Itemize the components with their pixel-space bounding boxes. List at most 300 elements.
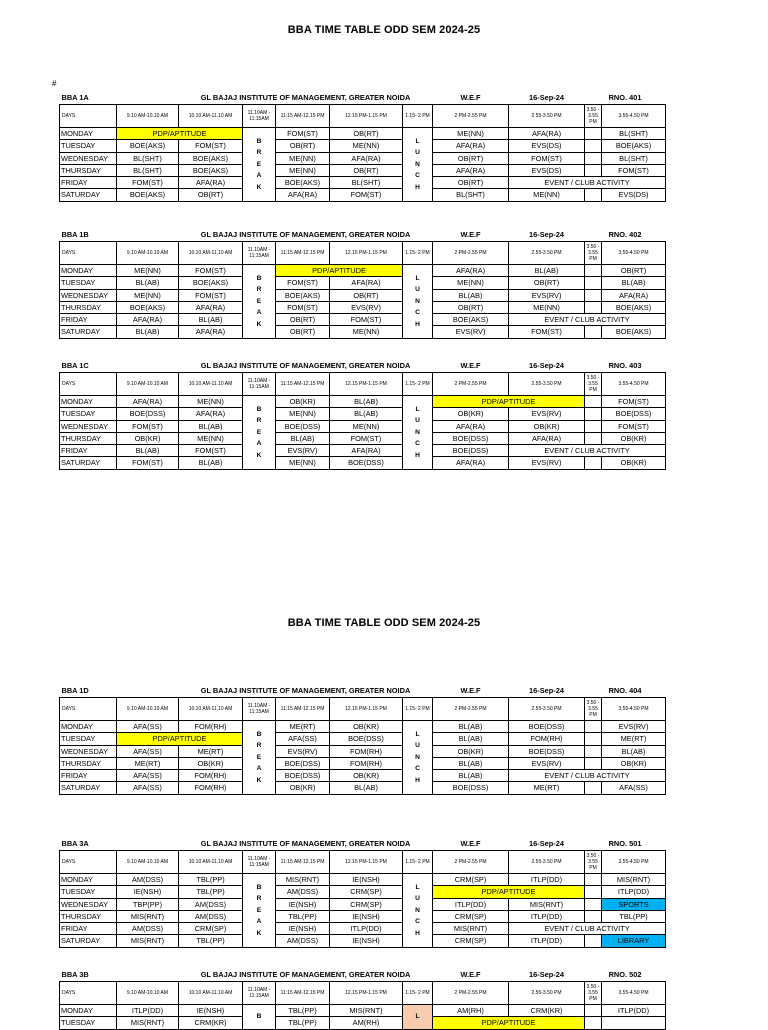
break-column: B R E A K [243,874,276,948]
day-friday: FRIDAY [60,314,117,326]
day-saturday: SATURDAY [60,326,117,338]
slot-cell: IE(NSH) [330,935,403,947]
slot-cell: ME(NN) [509,189,585,201]
period-1-header: 9.10 AM-10.10 AM [117,851,179,874]
slot-cell: OB(KR) [433,408,509,420]
slot-cell: AFA(RA) [179,326,243,338]
day-monday: MONDAY [60,1005,117,1017]
slot-cell: TBL(PP) [276,1017,330,1029]
day-friday: FRIDAY [60,177,117,189]
room-number: RNO. 502 [608,970,642,980]
period-6-header: 2.55-3.50 PM [509,982,585,1005]
slot-cell: MIS(RNT) [330,1005,403,1017]
section-name: BBA 1D [61,686,89,696]
slot-cell: AFA(RA) [330,445,403,457]
slot-cell: AM(DSS) [179,898,243,910]
slot-cell: EVS(DS) [602,189,666,201]
slot-cell: AFA(RA) [433,420,509,432]
slot-cell: ME(NN) [330,140,403,152]
day-monday: MONDAY [60,265,117,277]
slot-cell: FOM(ST) [117,177,179,189]
period-6-header: 2.55-3.50 PM [509,105,585,128]
day-saturday: SATURDAY [60,935,117,947]
period-6-header: 2.55-3.50 PM [509,373,585,396]
slot-cell: BOE(AKS) [179,152,243,164]
slot-cell: BOE(DSS) [602,408,666,420]
days-header: DAYS [60,105,117,128]
slot-cell: OB(KR) [330,770,403,782]
event-club-activity-cell: EVENT / CLUB ACTIVITY [509,770,666,782]
slot-cell: OB(RT) [179,189,243,201]
wef-date: 16-Sep-24 [529,839,564,849]
slot-cell: FOM(RH) [179,782,243,794]
period-8-header: 3.55-4.50 PM [602,851,666,874]
slot-cell: OB(KR) [602,457,666,469]
institute-name: GL BAJAJ INSTITUTE OF MANAGEMENT, GREATER NOIDA [200,839,411,849]
period-6-header: 2.55-3.50 PM [509,851,585,874]
slot-cell: TBL(PP) [179,874,243,886]
day-thursday: THURSDAY [60,757,117,769]
slot-cell: IE(NSH) [179,1005,243,1017]
slot-cell: OB(KR) [433,745,509,757]
slot-cell: BOE(AKS) [117,189,179,201]
slot-cell: BOE(AKS) [602,140,666,152]
slot-cell: FOM(ST) [117,457,179,469]
period-2-header: 10.10 AM-11.10 AM [179,242,243,265]
break-column: B R E A K [243,265,276,339]
slot-cell: CRM(SP) [433,874,509,886]
lunch-header: 1.15- 2 PM [403,698,433,721]
slot-cell: ITLP(DD) [602,886,666,898]
section-name: BBA 1B [61,230,89,240]
room-number: RNO. 401 [608,93,642,103]
institute-name: GL BAJAJ INSTITUTE OF MANAGEMENT, GREATER NOIDA [200,686,411,696]
period-1-header: 9.10 AM-10.10 AM [117,373,179,396]
slot-cell: BL(AB) [330,408,403,420]
wef-date: 16-Sep-24 [529,93,564,103]
period-3-header: 11:15 AM-12.15 PM [276,373,330,396]
lunch-column: L [403,1005,433,1030]
slot-cell: BL(AB) [117,277,179,289]
slot-cell: BOE(DSS) [433,432,509,444]
day-tuesday: TUESDAY [60,140,117,152]
slot-cell: AFA(RA) [179,301,243,313]
slot-cell: AFA(RA) [433,140,509,152]
wef-date: 16-Sep-24 [529,686,564,696]
slot-cell: BOE(AKS) [179,277,243,289]
day-wednesday: WEDNESDAY [60,420,117,432]
slot-cell: BL(AB) [433,721,509,733]
slot-cell: OB(KR) [330,721,403,733]
slot-cell: BOE(DSS) [330,457,403,469]
slot-cell: ITLP(DD) [509,910,585,922]
day-saturday: SATURDAY [60,189,117,201]
slot-cell: CRM(SP) [330,898,403,910]
section-name: BBA 3A [61,839,89,849]
wef-label: W.E.F [433,92,509,105]
day-monday: MONDAY [60,128,117,140]
slot-cell: IE(NSH) [276,923,330,935]
period-2-header: 10.10 AM-11.10 AM [179,851,243,874]
slot-cell: BL(SHT) [433,189,509,201]
section-name: BBA 1C [61,361,89,371]
period-4-header: 12.15 PM-1.15 PM [330,851,403,874]
slot-cell: AFA(RA) [433,457,509,469]
slot-cell: ME(NN) [433,128,509,140]
slot-cell: FOM(ST) [117,420,179,432]
period-4-header: 12.15 PM-1.15 PM [330,698,403,721]
section-name: BBA 3B [61,970,89,980]
timetable-bba-1b [59,229,666,339]
slot-cell: FOM(ST) [330,189,403,201]
slot-cell: AFA(RA) [509,432,585,444]
day-friday: FRIDAY [60,445,117,457]
lunch-header: 1.15- 2 PM [403,242,433,265]
slot-cell: BL(AB) [433,770,509,782]
slot-cell: TBL(PP) [276,1005,330,1017]
period-8-header: 3.55-4.50 PM [602,698,666,721]
slot-cell: BOE(AKS) [602,301,666,313]
institute-name: GL BAJAJ INSTITUTE OF MANAGEMENT, GREATER NOIDA [200,93,411,103]
slot-cell: TBL(PP) [276,910,330,922]
slot-cell: BL(AB) [602,745,666,757]
slot-cell: ME(NN) [433,277,509,289]
slot-cell: FOM(ST) [509,326,585,338]
period-6-header: 2.55-3.50 PM [509,242,585,265]
slot-cell: MIS(RNT) [509,898,585,910]
slot-cell: CRM(KR) [179,1017,243,1029]
slot-cell: BOE(DSS) [276,757,330,769]
wef-date: 16-Sep-24 [529,970,564,980]
slot-cell: OB(KR) [509,420,585,432]
timetable-bba-1a [59,92,666,202]
slot-cell: ME(RT) [602,733,666,745]
slot-cell: TBP(PP) [117,898,179,910]
slot-cell: OB(KR) [276,396,330,408]
slot-cell: FOM(ST) [179,265,243,277]
slot-cell: OB(KR) [117,432,179,444]
period-7-header: 3.50 - 3.55 PM [585,851,602,874]
period-6-header: 2.55-3.50 PM [509,698,585,721]
slot-cell: EVS(RV) [509,408,585,420]
period-1-header: 9.10 AM-10.10 AM [117,242,179,265]
period-2-header: 10.10 AM-11.10 AM [179,105,243,128]
room-number: RNO. 501 [608,839,642,849]
slot-cell: OB(RT) [602,265,666,277]
slot-cell: OB(KR) [276,782,330,794]
slot-cell: FOM(ST) [179,289,243,301]
wef-label: W.E.F [433,360,509,373]
period-4-header: 12.15 PM-1.15 PM [330,242,403,265]
period-2-header: 10.10 AM-11.10 AM [179,373,243,396]
sports-cell: SPORTS [602,898,666,910]
slot-cell: ME(NN) [276,408,330,420]
slot-cell: FOM(ST) [602,396,666,408]
slot-cell: IE(NSH) [330,874,403,886]
slot-cell: BOE(DSS) [509,745,585,757]
slot-cell: AFA(RA) [179,177,243,189]
period-2-header: 10.10 AM-11.10 AM [179,698,243,721]
slot-cell: AFA(SS) [117,770,179,782]
days-header: DAYS [60,851,117,874]
slot-cell: BL(AB) [117,445,179,457]
slot-cell: AM(DSS) [117,874,179,886]
break-column: B R E A K [243,721,276,795]
day-saturday: SATURDAY [60,782,117,794]
slot-cell: AFA(SS) [602,782,666,794]
slot-cell: CRM(SP) [433,935,509,947]
wef-date: 16-Sep-24 [529,361,564,371]
slot-cell: BOE(DSS) [433,445,509,457]
room-number: RNO. 402 [608,230,642,240]
break-column: B R E A K [243,396,276,470]
slot-cell: BOE(AKS) [276,177,330,189]
slot-cell: AFA(RA) [179,408,243,420]
slot-cell: ME(NN) [117,265,179,277]
slot-cell: AFA(RA) [117,396,179,408]
period-1-header: 9.10 AM-10.10 AM [117,105,179,128]
slot-cell: BL(SHT) [602,128,666,140]
slot-cell: ME(NN) [509,301,585,313]
slot-cell: BL(AB) [433,289,509,301]
slot-cell: OB(KR) [602,757,666,769]
slot-cell: BL(AB) [433,757,509,769]
slot-cell: EVS(RV) [602,721,666,733]
slot-cell: IE(NSH) [330,910,403,922]
break-header: 11.10AM - 11:15AM [243,373,276,396]
hash-mark: # [52,79,57,88]
period-3-header: 11:15 AM-12.15 PM [276,698,330,721]
slot-cell: EVS(RV) [509,457,585,469]
slot-cell: MIS(RNT) [117,935,179,947]
slot-cell: TBL(PP) [602,910,666,922]
slot-cell: EVS(DS) [509,140,585,152]
slot-cell: BL(AB) [179,314,243,326]
period-5-header: 2 PM-2.55 PM [433,105,509,128]
slot-cell: BL(AB) [602,277,666,289]
period-4-header: 12.15 PM-1.15 PM [330,373,403,396]
slot-cell: ME(NN) [117,289,179,301]
slot-cell: AM(DSS) [179,910,243,922]
slot-cell: ME(NN) [179,432,243,444]
period-5-header: 2 PM-2.55 PM [433,698,509,721]
pdp-cell: PDP/APTITUDE [433,396,585,408]
slot-cell: EVS(RV) [509,289,585,301]
slot-cell: ME(NN) [179,396,243,408]
slot-cell: AM(RH) [433,1005,509,1017]
slot-cell: OB(RT) [276,140,330,152]
slot-cell: BOE(AKS) [276,289,330,301]
slot-cell: ME(RT) [276,721,330,733]
day-thursday: THURSDAY [60,432,117,444]
room-number: RNO. 404 [608,686,642,696]
slot-cell: ME(NN) [330,420,403,432]
lunch-header: 1.15- 2 PM [403,105,433,128]
slot-cell: OB(RT) [276,326,330,338]
lunch-column: L U N C H [403,265,433,339]
slot-cell: FOM(ST) [276,301,330,313]
room-number: RNO. 403 [608,361,642,371]
slot-cell: CRM(SP) [433,910,509,922]
slot-cell: OB(RT) [330,128,403,140]
timetable-bba-1c [59,360,666,470]
slot-cell: BOE(DSS) [330,733,403,745]
slot-cell: AM(DSS) [276,886,330,898]
slot-cell: OB(KR) [179,757,243,769]
day-monday: MONDAY [60,396,117,408]
section-name: BBA 1A [61,93,89,103]
slot-cell: EVS(RV) [276,745,330,757]
page-title-2: BBA TIME TABLE ODD SEM 2024-25 [287,617,481,629]
slot-cell: OB(RT) [433,177,509,189]
period-8-header: 3.55-4.50 PM [602,242,666,265]
slot-cell: FOM(RH) [179,721,243,733]
slot-cell: BL(SHT) [602,152,666,164]
period-7-header: 3.50 - 3.55 PM [585,373,602,396]
slot-cell: ITLP(DD) [330,923,403,935]
period-1-header: 9.10 AM-10.10 AM [117,698,179,721]
lunch-column: L U N C H [403,128,433,202]
period-4-header: 12.15 PM-1.15 PM [330,982,403,1005]
slot-cell: EVS(RV) [276,445,330,457]
day-tuesday: TUESDAY [60,1017,117,1029]
slot-cell: AFA(RA) [602,289,666,301]
day-monday: MONDAY [60,721,117,733]
break-column: B [243,1005,276,1030]
period-3-header: 11:15 AM-12.15 PM [276,982,330,1005]
slot-cell: BOE(AKS) [602,326,666,338]
period-5-header: 2 PM-2.55 PM [433,373,509,396]
lunch-header: 1.15- 2 PM [403,373,433,396]
slot-cell: ITLP(DD) [433,898,509,910]
slot-cell: CRM(KR) [509,1005,585,1017]
event-club-activity-cell: EVENT / CLUB ACTIVITY [509,445,666,457]
period-7-header: 3.50 - 3.55 PM [585,105,602,128]
slot-cell: ME(NN) [330,326,403,338]
day-friday: FRIDAY [60,923,117,935]
timetable-bba-3b [59,969,666,1030]
slot-cell: FOM(ST) [276,128,330,140]
lunch-header: 1.15- 2 PM [403,851,433,874]
slot-cell: AFA(SS) [276,733,330,745]
lunch-column: L U N C H [403,396,433,470]
wef-label: W.E.F [433,685,509,698]
break-column: B R E A K [243,128,276,202]
period-2-header: 10.10 AM-11.10 AM [179,982,243,1005]
slot-cell: ME(NN) [276,152,330,164]
period-8-header: 3.55-4.50 PM [602,373,666,396]
slot-cell: FOM(RH) [179,770,243,782]
day-thursday: THURSDAY [60,301,117,313]
slot-cell: EVS(RV) [330,301,403,313]
slot-cell: BL(AB) [179,420,243,432]
period-7-header: 3.50 - 3.55 PM [585,982,602,1005]
slot-cell: AM(RH) [330,1017,403,1029]
slot-cell: BOE(DSS) [117,408,179,420]
slot-cell: AFA(SS) [117,745,179,757]
slot-cell: FOM(ST) [602,164,666,176]
slot-cell: AFA(RA) [330,152,403,164]
day-wednesday: WEDNESDAY [60,898,117,910]
wef-label: W.E.F [433,969,509,982]
slot-cell: BOE(DSS) [276,770,330,782]
slot-cell: FOM(ST) [179,445,243,457]
slot-cell: ME(RT) [117,757,179,769]
slot-cell: MIS(RNT) [117,910,179,922]
day-tuesday: TUESDAY [60,277,117,289]
pdp-cell: PDP/APTITUDE [117,128,243,140]
slot-cell: BOE(DSS) [276,420,330,432]
slot-cell: TBL(PP) [179,935,243,947]
slot-cell: BL(AB) [117,326,179,338]
break-header: 11.10AM - 11:15AM [243,851,276,874]
day-thursday: THURSDAY [60,910,117,922]
slot-cell: BOE(AKS) [179,164,243,176]
slot-cell: BL(AB) [330,782,403,794]
lunch-column: L U N C H [403,874,433,948]
slot-cell: BL(AB) [433,733,509,745]
day-wednesday: WEDNESDAY [60,289,117,301]
slot-cell: AFA(RA) [509,128,585,140]
slot-cell: AFA(RA) [433,164,509,176]
event-club-activity-cell: EVENT / CLUB ACTIVITY [509,177,666,189]
slot-cell: CRM(SP) [330,886,403,898]
slot-cell: ME(NN) [276,457,330,469]
slot-cell: AFA(RA) [330,277,403,289]
slot-cell: BL(SHT) [117,164,179,176]
slot-cell: FOM(ST) [179,140,243,152]
slot-cell: FOM(RH) [509,733,585,745]
slot-cell: MIS(RNT) [602,874,666,886]
slot-cell: BOE(AKS) [117,301,179,313]
slot-cell: ME(NN) [276,164,330,176]
timetable-bba-1d [59,685,666,795]
slot-cell: IE(NSH) [117,886,179,898]
institute-name: GL BAJAJ INSTITUTE OF MANAGEMENT, GREATER NOIDA [200,970,411,980]
slot-cell: BL(SHT) [330,177,403,189]
slot-cell: BL(AB) [330,396,403,408]
day-monday: MONDAY [60,874,117,886]
day-tuesday: TUESDAY [60,733,117,745]
lunch-header: 1.15- 2 PM [403,982,433,1005]
pdp-cell: PDP/APTITUDE [117,733,243,745]
slot-cell: OB(RT) [433,152,509,164]
pdp-cell: PDP/APTITUDE [276,265,403,277]
slot-cell: EVS(DS) [509,164,585,176]
slot-cell: CRM(SP) [179,923,243,935]
slot-cell: ITLP(DD) [117,1005,179,1017]
period-3-header: 11:15 AM-12.15 PM [276,851,330,874]
period-5-header: 2 PM-2.55 PM [433,982,509,1005]
period-3-header: 11:15 AM-12.15 PM [276,242,330,265]
slot-cell: BL(AB) [509,265,585,277]
slot-cell: FOM(RH) [330,745,403,757]
wef-label: W.E.F [433,229,509,242]
slot-cell: FOM(ST) [602,420,666,432]
slot-cell: AFA(SS) [117,782,179,794]
event-club-activity-cell: EVENT / CLUB ACTIVITY [509,314,666,326]
period-4-header: 12.15 PM-1.15 PM [330,105,403,128]
slot-cell: AFA(RA) [117,314,179,326]
slot-cell: EVS(RV) [433,326,509,338]
period-7-header: 3.50 - 3.55 PM [585,242,602,265]
slot-cell: BOE(AKS) [117,140,179,152]
slot-cell: AFA(SS) [117,721,179,733]
period-7-header: 3.50 - 3.55 PM [585,698,602,721]
days-header: DAYS [60,373,117,396]
slot-cell: FOM(ST) [330,314,403,326]
slot-cell: IE(NSH) [276,898,330,910]
